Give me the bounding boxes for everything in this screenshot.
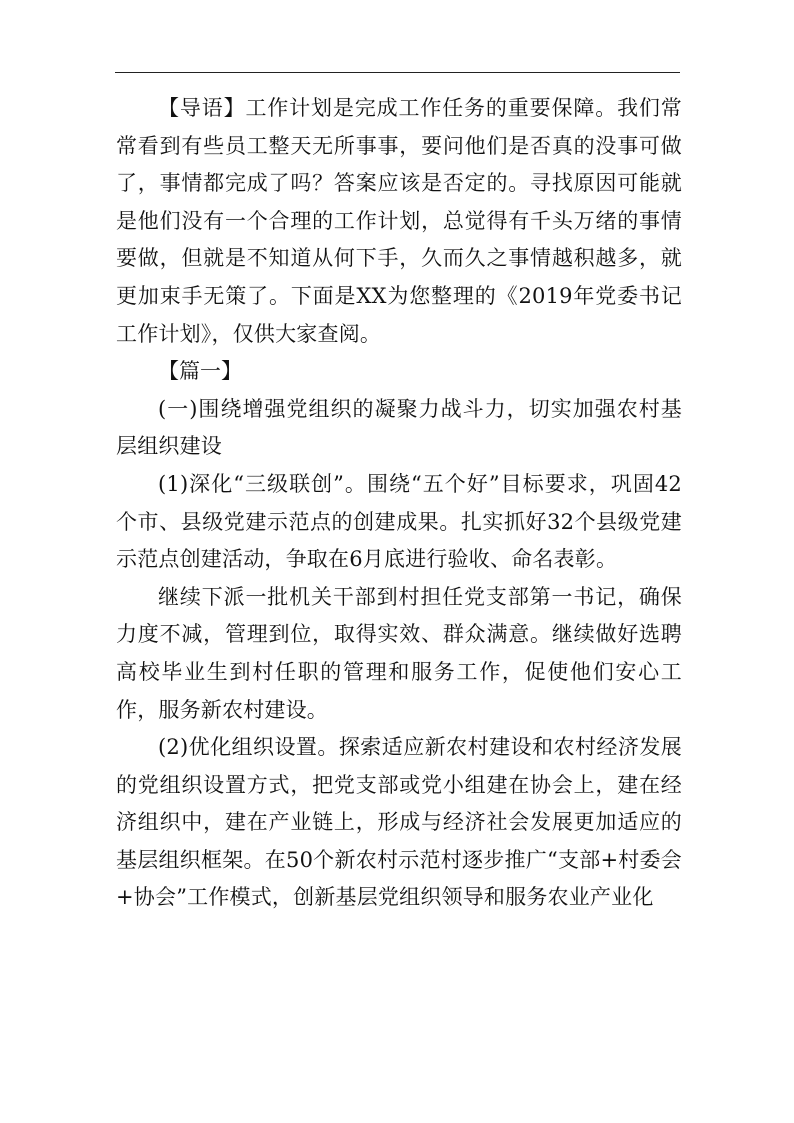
subsection-heading: (一)围绕增强党组织的凝聚力战斗力，切实加强农村基层组织建设 — [116, 396, 682, 459]
header-rule — [115, 72, 680, 73]
body-paragraph: 继续下派一批机关干部到村担任党支部第一书记，确保力度不减，管理到位，取得实效、群众满意。继续做好选聘高校毕业生到村任职的管理和服务工作，促使他们安心工作，服务新农村建设。 — [116, 584, 682, 722]
section-heading: 【篇一】 — [158, 359, 242, 384]
body-paragraph: (1)深化“三级联创”。围绕“五个好”目标要求，巩固42个市、县级党建示范点的创建成果。扎实抓好32个县级党建示范点创建活动，争取在6月底进行验收、命名表彰。 — [116, 471, 682, 572]
document-body — [116, 90, 682, 917]
intro-paragraph: 【导语】工作计划是完成工作任务的重要保障。我们常常看到有些员工整天无所事事，要问他们是否真的没事可做了，事情都完成了吗？答案应该是否定的。寻找原因可能就是他们没有一个合理的工作计划，总觉得有千头万绪的事情要做，但就是不知道从何下手，久而久之事情越积越多，就更加束手无策了。下面是XX为您整理的《2019年党委书记工作计划》，仅供大家查阅。 — [116, 96, 682, 346]
body-paragraph: (2)优化组织设置。探索适应新农村建设和农村经济发展的党组织设置方式，把党支部或党小组建在协会上，建在经济组织中，建在产业链上，形成与经济社会发展更加适应的基层组织框架。在50个新农村示范村逐步推广“支部+村委会+协会”工作模式，创新基层党组织领导和服务农业产业化 — [116, 735, 682, 910]
